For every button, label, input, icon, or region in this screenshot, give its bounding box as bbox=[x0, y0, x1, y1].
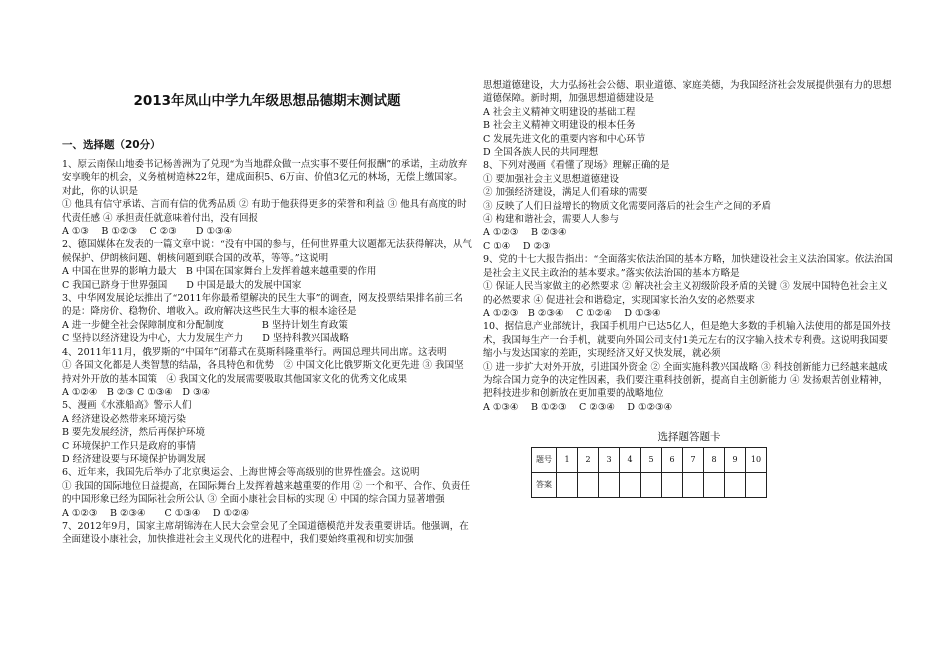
answer-card-row-label: 题号 bbox=[532, 448, 557, 473]
question-line: 10、据信息产业部统计，我国手机用户已达5亿人，但是绝大多数的手机输入法使用的都是国外技术，我国每生产一台手机，就要向外国公司支付1美元左右的汉字输入技术专利费。这说明我国要缩小与发达国家的差距，实现经济又好又快发展，就必须 bbox=[483, 321, 891, 360]
question-line: D 全国各族人民的共同理想 bbox=[483, 147, 599, 159]
answer-card-number: 10 bbox=[746, 448, 767, 473]
right-column bbox=[483, 79, 895, 498]
question-line: ① 要加强社会主义思想道德建设 bbox=[483, 173, 620, 185]
question-line: A 中国在世界的影响力最大 B 中国在国家舞台上发挥着越来越重要的作用 bbox=[62, 266, 377, 278]
question-line: C 环境保护工作只是政府的事情 bbox=[62, 440, 196, 452]
answer-cell[interactable] bbox=[557, 473, 578, 498]
question-line: C 坚持以经济建设为中心，大力发展生产力 D 坚持科教兴国战略 bbox=[62, 333, 349, 345]
question-line: A ①②③ B ②③④ C ①③④ D ①②④ bbox=[62, 507, 250, 519]
question-line: ① 他具有信守承诺、言而有信的优秀品质 ② 有助于他获得更多的荣誉和利益 ③ 他具有高度的时代责任感 ④ 承担责任就意味着付出，没有回报 bbox=[62, 199, 467, 224]
answer-cell[interactable] bbox=[578, 473, 599, 498]
question-line: 8、下列对漫画《看懂了现场》理解正确的是 bbox=[483, 160, 670, 172]
question-line: 3、中华网发展论坛推出了“2011年你最希望解决的民生大事”的调查，网友投票结果排名前三名的是：降房价、稳物价、增收入。政府解决这些民生大事的根本途径是 bbox=[62, 293, 463, 318]
answer-card-number: 7 bbox=[683, 448, 704, 473]
question-line: 4、2011年11月，俄罗斯的“中国年”闭幕式在莫斯科隆重举行。两国总理共同出席。这表明 bbox=[62, 346, 447, 358]
question-line: ③ 反映了人们日益增长的物质文化需要同落后的社会生产之间的矛盾 bbox=[483, 200, 772, 212]
question-line: A ①②③ B ②③④ C ①②④ D ①③④ bbox=[483, 307, 661, 319]
question-line: 2、德国媒体在发表的一篇文章中说：“没有中国的参与，任何世界重大议题都无法获得解决，从气候保护、伊朗核问题、朝核问题到联合国的改革，等等。”这说明 bbox=[62, 239, 472, 264]
answer-card-number: 2 bbox=[578, 448, 599, 473]
answer-cell[interactable] bbox=[704, 473, 725, 498]
question-line: 思想道德建设，大力弘扬社会公德、职业道德、家庭美德，为我国经济社会发展提供强有力的思想道德保障。新时期，加强思想道德建设是 bbox=[483, 80, 892, 105]
question-line: 9、党的十七大报告指出：“全面落实依法治国的基本方略，加快建设社会主义法治国家。依法治国是社会主义民主政治的基本要求。”落实依法治国的基本方略是 bbox=[483, 254, 893, 279]
right-question-list bbox=[483, 79, 895, 414]
section-heading: 一、选择题（20分） bbox=[62, 139, 161, 151]
question-line: B 社会主义精神文明建设的根本任务 bbox=[483, 120, 636, 132]
question-line: D 经济建设要与环境保护协调发展 bbox=[62, 453, 206, 465]
question-line: ① 各国文化都是人类智慧的结晶，各具特色和优势 ② 中国文化比俄罗斯文化更先进 ③ 我国坚持对外开放的基本国策 ④ 我国文化的发展需要吸取其他国家文化的优秀文化成果 bbox=[62, 360, 464, 385]
answer-card-number: 1 bbox=[557, 448, 578, 473]
left-column bbox=[62, 92, 472, 547]
question-line: A ①③④ B ①②③ C ②③④ D ①②③④ bbox=[483, 401, 673, 413]
answer-cell[interactable] bbox=[662, 473, 683, 498]
question-line: ① 我国的国际地位日益提高，在国际舞台上发挥着越来越重要的作用 ② 一个和平、合作、负责任的中国形象已经为国际社会所公认 ③ 全面小康社会目标的实现 ④ 中国的综合国力显著增强 bbox=[62, 480, 471, 506]
question-line: ① 保证人民当家做主的必然要求 ② 解决社会主义初级阶段矛盾的关键 ③ 发展中国特色社会主义的必然要求 ④ 促进社会和谐稳定，实现国家长治久安的必然要求 bbox=[483, 281, 888, 306]
answer-card-table bbox=[531, 447, 767, 498]
answer-cell[interactable] bbox=[683, 473, 704, 498]
question-line: C 我国已跻身于世界强国 D 中国是最大的发展中国家 bbox=[62, 279, 302, 291]
answer-card-number: 5 bbox=[641, 448, 662, 473]
question-line: C ①④ D ②③ bbox=[483, 240, 551, 252]
answer-cell[interactable] bbox=[641, 473, 662, 498]
answer-card-number: 9 bbox=[725, 448, 746, 473]
question-line: C 发展先进文化的重要内容和中心环节 bbox=[483, 133, 646, 145]
answer-cell[interactable] bbox=[746, 473, 767, 498]
answer-cell[interactable] bbox=[599, 473, 620, 498]
answer-card-row-label: 答案 bbox=[532, 473, 557, 498]
question-line: A ①②③ B ②③④ bbox=[483, 227, 567, 239]
question-line: 6、近年来，我国先后举办了北京奥运会、上海世博会等高级别的世界性盛会。这说明 bbox=[62, 467, 420, 479]
question-line: ④ 构建和谐社会，需要人人参与 bbox=[483, 214, 620, 226]
question-line: B 要先发展经济，然后再保护环境 bbox=[62, 427, 206, 439]
question-line: A 社会主义精神文明建设的基础工程 bbox=[483, 106, 636, 118]
answer-card-number-row bbox=[532, 448, 767, 473]
question-line: A ①②④ B ②③ C ①③④ D ③④ bbox=[62, 386, 210, 398]
question-line: 7、2012年9月，国家主席胡锦涛在人民大会堂会见了全国道德模范并发表重要讲话。他强调，在全面建设小康社会，加快推进社会主义现代化的进程中，我们要始终重视和切实加强 bbox=[62, 520, 469, 546]
answer-card-number: 4 bbox=[620, 448, 641, 473]
question-line: 1、原云南保山地委书记杨善洲为了兑现“为当地群众做一点实事不要任何报酬”的承诺，主动放弃安享晚年的机会，义务植树造林22年，建成面积5、6万亩、价值3亿元的林场，无偿上缴国家。对此，你的认识是 bbox=[62, 159, 468, 197]
answer-cell[interactable] bbox=[725, 473, 746, 498]
question-line: ① 进一步扩大对外开放，引进国外资金 ② 全面实施科教兴国战略 ③ 科技创新能力已经越来越成为综合国力竞争的决定性因素，我们要注重科技创新，提高自主创新能力 ④ 发扬艰苦创业精神，把科技进步和创新放在更加重要的战略地位 bbox=[483, 361, 889, 400]
answer-card-answer-row bbox=[532, 473, 767, 498]
answer-card-number: 8 bbox=[704, 448, 725, 473]
answer-card-number: 6 bbox=[662, 448, 683, 473]
question-line: 5、漫画《水涨船高》警示人们 bbox=[62, 400, 192, 412]
answer-cell[interactable] bbox=[620, 473, 641, 498]
left-question-list bbox=[62, 158, 472, 547]
answer-card-number: 3 bbox=[599, 448, 620, 473]
answer-card-title: 选择题答题卡 bbox=[657, 431, 721, 444]
question-line: A 进一步健全社会保障制度和分配制度 B 坚持计划生育政策 bbox=[62, 319, 348, 331]
exam-title: 2013年凤山中学九年级思想品德期末测试题 bbox=[133, 93, 401, 109]
question-line: ② 加强经济建设，满足人们看球的需要 bbox=[483, 187, 648, 199]
question-line: A ①③ B ①②③ C ②③ D ①③④ bbox=[62, 226, 233, 238]
question-line: A 经济建设必然带来环境污染 bbox=[62, 413, 186, 425]
